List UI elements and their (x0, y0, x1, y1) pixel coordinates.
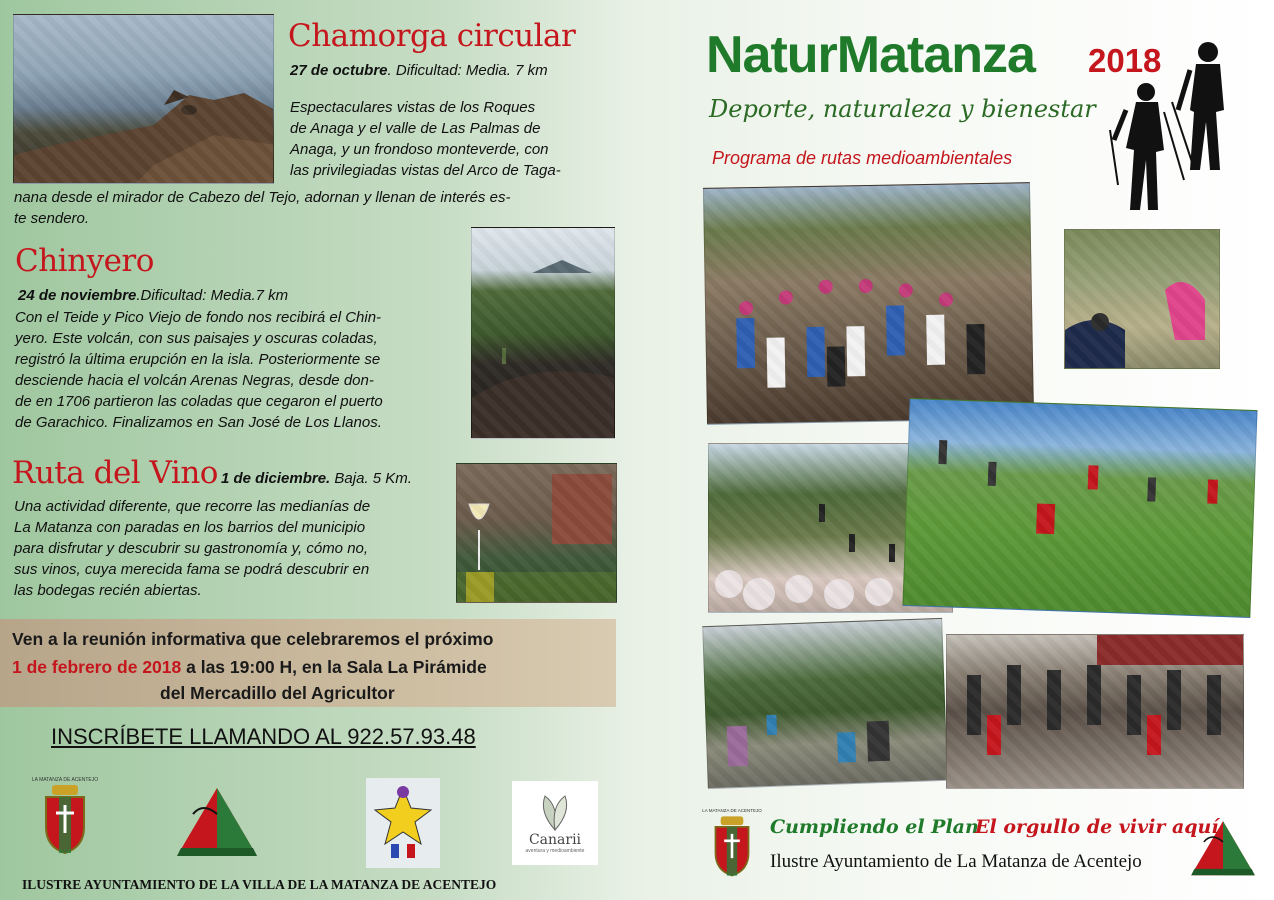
route-3-details: Baja. 5 Km. (330, 470, 412, 487)
matanza-triangle-logo (173, 784, 261, 862)
brand-tagline: Deporte, naturaleza y bienestar (709, 95, 1096, 123)
crest-logo (30, 770, 100, 862)
route-3-line: para disfrutar y descubrir su gastronomía y, cómo no, (14, 540, 369, 557)
canarii-subtitle: aventura y medioambiente (525, 848, 585, 854)
route-2-details: .Dificultad: Media.7 km (136, 287, 289, 304)
route-3-description (14, 496, 454, 601)
route-3-subline (221, 470, 412, 487)
meeting-line-3: del Mercadillo del Agricultor (160, 683, 395, 703)
signup-phone: INSCRÍBETE LLAMANDO AL 922.57.93.48 (51, 724, 476, 749)
crest-icon (712, 813, 752, 879)
program-subtitle: Programa de rutas medioambientales (712, 148, 1013, 168)
route-1-title: Chamorga circular (288, 18, 576, 54)
footer-left-title: ILUSTRE AYUNTAMIENTO DE LA VILLA DE LA MATANZA DE ACENTEJO (22, 877, 497, 892)
route-1-details: . Dificultad: Media. 7 km (387, 62, 548, 79)
meeting-banner (0, 619, 616, 707)
crest-icon (42, 783, 88, 855)
route-1-description (290, 97, 620, 181)
route-1-subline (290, 62, 548, 79)
hikers-silhouette-icon (1106, 40, 1236, 220)
route-2-title: Chinyero (15, 243, 154, 279)
photo-group-rocks (703, 182, 1034, 425)
mascot-logo (366, 778, 440, 868)
photo-chinyero-volcano (471, 227, 615, 439)
crest-caption: LA MATANZA DE ACENTEJO (31, 777, 99, 783)
brand-title: NaturMatanza (706, 26, 1035, 84)
route-1-description-wide (14, 187, 624, 229)
brand-year: 2018 (1088, 42, 1162, 79)
photo-town-group (946, 634, 1244, 789)
route-3-date: 1 de diciembre. (221, 470, 331, 487)
route-1-line: Anaga, y un frondoso monteverde, con (290, 141, 549, 158)
canarii-name: Canarii (528, 832, 582, 848)
photo-meadow-group (902, 398, 1257, 618)
leaf-icon (529, 792, 581, 832)
route-2-subline (18, 287, 288, 304)
route-2-line: registró la última erupción en la isla. Posteriormente se (15, 351, 381, 368)
route-1-line: de Anaga y el valle de Las Palmas de (290, 120, 541, 137)
route-2-line: de Garachico. Finalizamos en San José de Los Llanos. (15, 414, 382, 431)
crest-caption-right: LA MATANZA DE ACENTEJO (702, 807, 762, 813)
photo-forest-group (702, 618, 948, 789)
slogan-pride: El orgullo de vivir aquí (975, 816, 1219, 838)
matanza-triangle-logo-right (1188, 818, 1258, 880)
canarii-logo (512, 781, 598, 865)
route-2-line: desciende hacia el volcán Arenas Negras, desde don- (15, 372, 374, 389)
route-2-line: de en 1706 partieron las coladas que cegaron el puerto (15, 393, 383, 410)
photo-wine-glass (456, 463, 617, 603)
route-3-line: sus vinos, cuya merecida fama se podrá descubrir en (14, 561, 370, 578)
route-1-line: las privilegiadas vistas del Arco de Taga- (290, 162, 561, 179)
route-3-line: Una actividad diferente, que recorre las medianías de (14, 498, 371, 515)
route-3-title: Ruta del Vino (12, 455, 218, 491)
crest-logo-right (703, 800, 761, 886)
meeting-time-place: a las 19:00 H, en la Sala La Pirámide (181, 657, 487, 677)
meeting-line-2 (12, 657, 487, 678)
route-2-line: yero. Este volcán, con sus paisajes y oscuras coladas, (15, 330, 378, 347)
route-1-line: nana desde el mirador de Cabezo del Tejo, adornan y llenan de interés es- (14, 189, 511, 206)
slogan-plan: Cumpliendo el Plan (770, 816, 979, 838)
route-1-date: 27 de octubre (290, 62, 388, 79)
route-3-line: las bodegas recién abiertas. (14, 582, 202, 599)
meeting-date: 1 de febrero de 2018 (12, 657, 182, 677)
footer-right-title: Ilustre Ayuntamiento de La Matanza de Acentejo (770, 851, 1142, 872)
route-1-line: te sendero. (14, 210, 90, 227)
route-2-description (15, 307, 470, 433)
route-2-date: 24 de noviembre (18, 287, 137, 304)
meeting-line-1: Ven a la reunión informativa que celebraremos el próximo (12, 629, 494, 649)
route-3-line: La Matanza con paradas en los barrios del municipio (14, 519, 366, 536)
photo-anaga-coast (13, 14, 274, 184)
photo-hikers-slope (1064, 229, 1220, 369)
route-1-line: Espectaculares vistas de los Roques (290, 99, 536, 116)
route-2-line: Con el Teide y Pico Viejo de fondo nos recibirá el Chin- (15, 309, 382, 326)
